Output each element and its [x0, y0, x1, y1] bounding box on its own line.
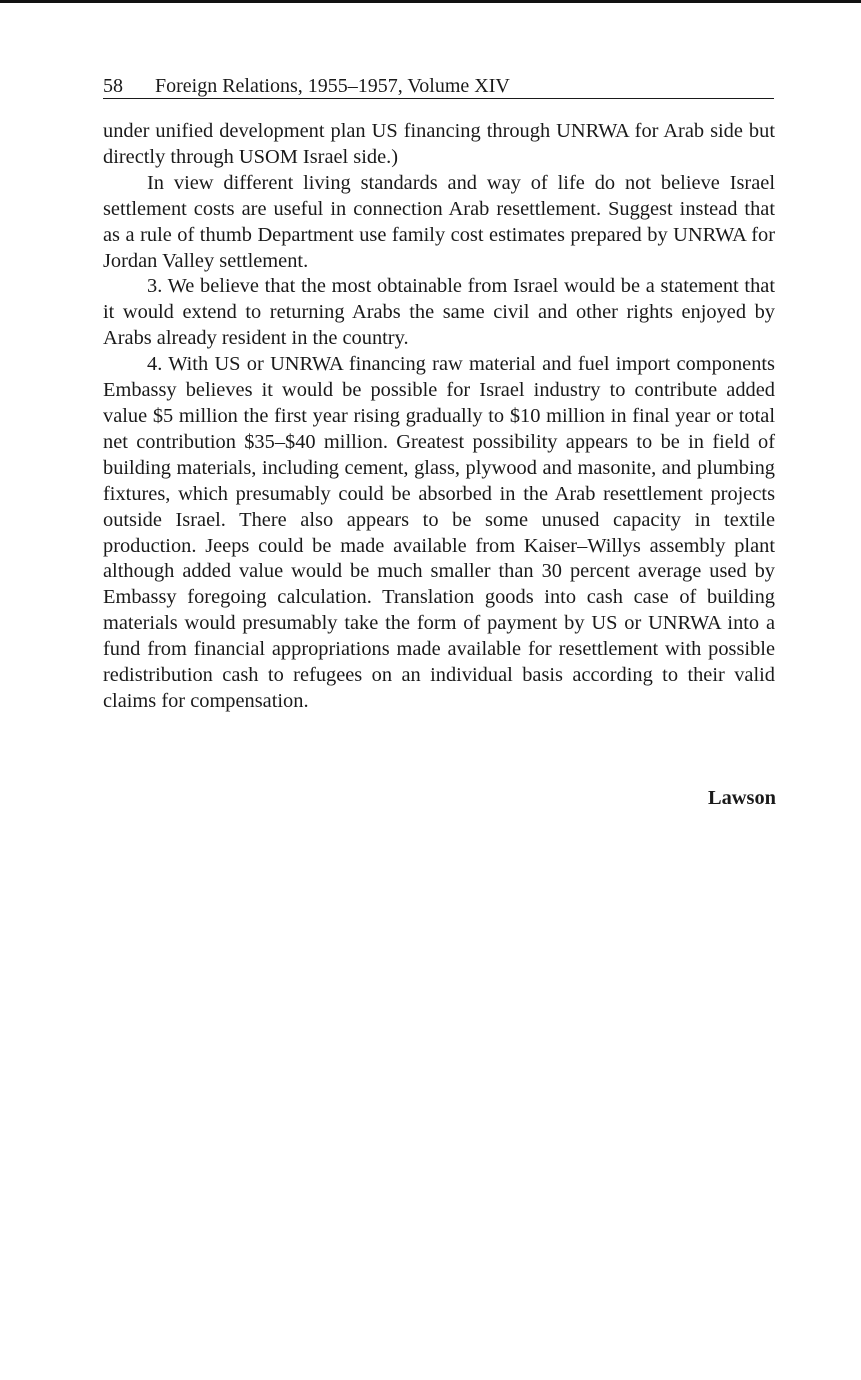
signature: Lawson — [708, 787, 776, 809]
running-header — [103, 74, 774, 99]
paragraph-point-4: 4. With US or UNRWA financing raw material and fuel import components Embassy believes it would be possible for Israel industry to contribute added value $5 million the first year rising gradually to $10 million in final year or total net contribution $35–$40 million. Greatest possibility appears to be in field of building materials, including cement, glass, plywood and masonite, and plumbing fixtures, which presumably could be absorbed in the Arab resettlement projects outside Israel. There also appears to be some unused capacity in textile production. Jeeps could be made available from Kaiser–Willys assembly plant although added value would be much smaller than 30 percent average used by Embassy foregoing calculation. Translation goods into cash case of building materials would presumably take the form of payment by US or UNRWA into a fund from financial appropriations made available for resettlement with possible redistribution cash to refugees on an individual basis according to their valid claims for compensation. — [103, 353, 775, 712]
document-body — [103, 119, 775, 715]
page-number: 58 — [103, 75, 123, 97]
paragraph-living-standards: In view different living standards and way of life do not believe Israel settlement costs are useful in connection Arab resettlement. Suggest instead that as a rule of thumb Department use family cost estimates prepared by UNRWA for Jordan Valley settlement. — [103, 171, 775, 272]
paragraph-point-3: 3. We believe that the most obtainable from Israel would be a statement that it would extend to returning Arabs the same civil and other rights enjoyed by Arabs already resident in the country. — [103, 275, 775, 350]
volume-title: Foreign Relations, 1955–1957, Volume XIV — [155, 75, 510, 97]
paragraph-continuation: under unified development plan US financing through UNRWA for Arab side but directly through USOM Israel side.) — [103, 120, 775, 168]
page-top-border — [0, 0, 861, 3]
